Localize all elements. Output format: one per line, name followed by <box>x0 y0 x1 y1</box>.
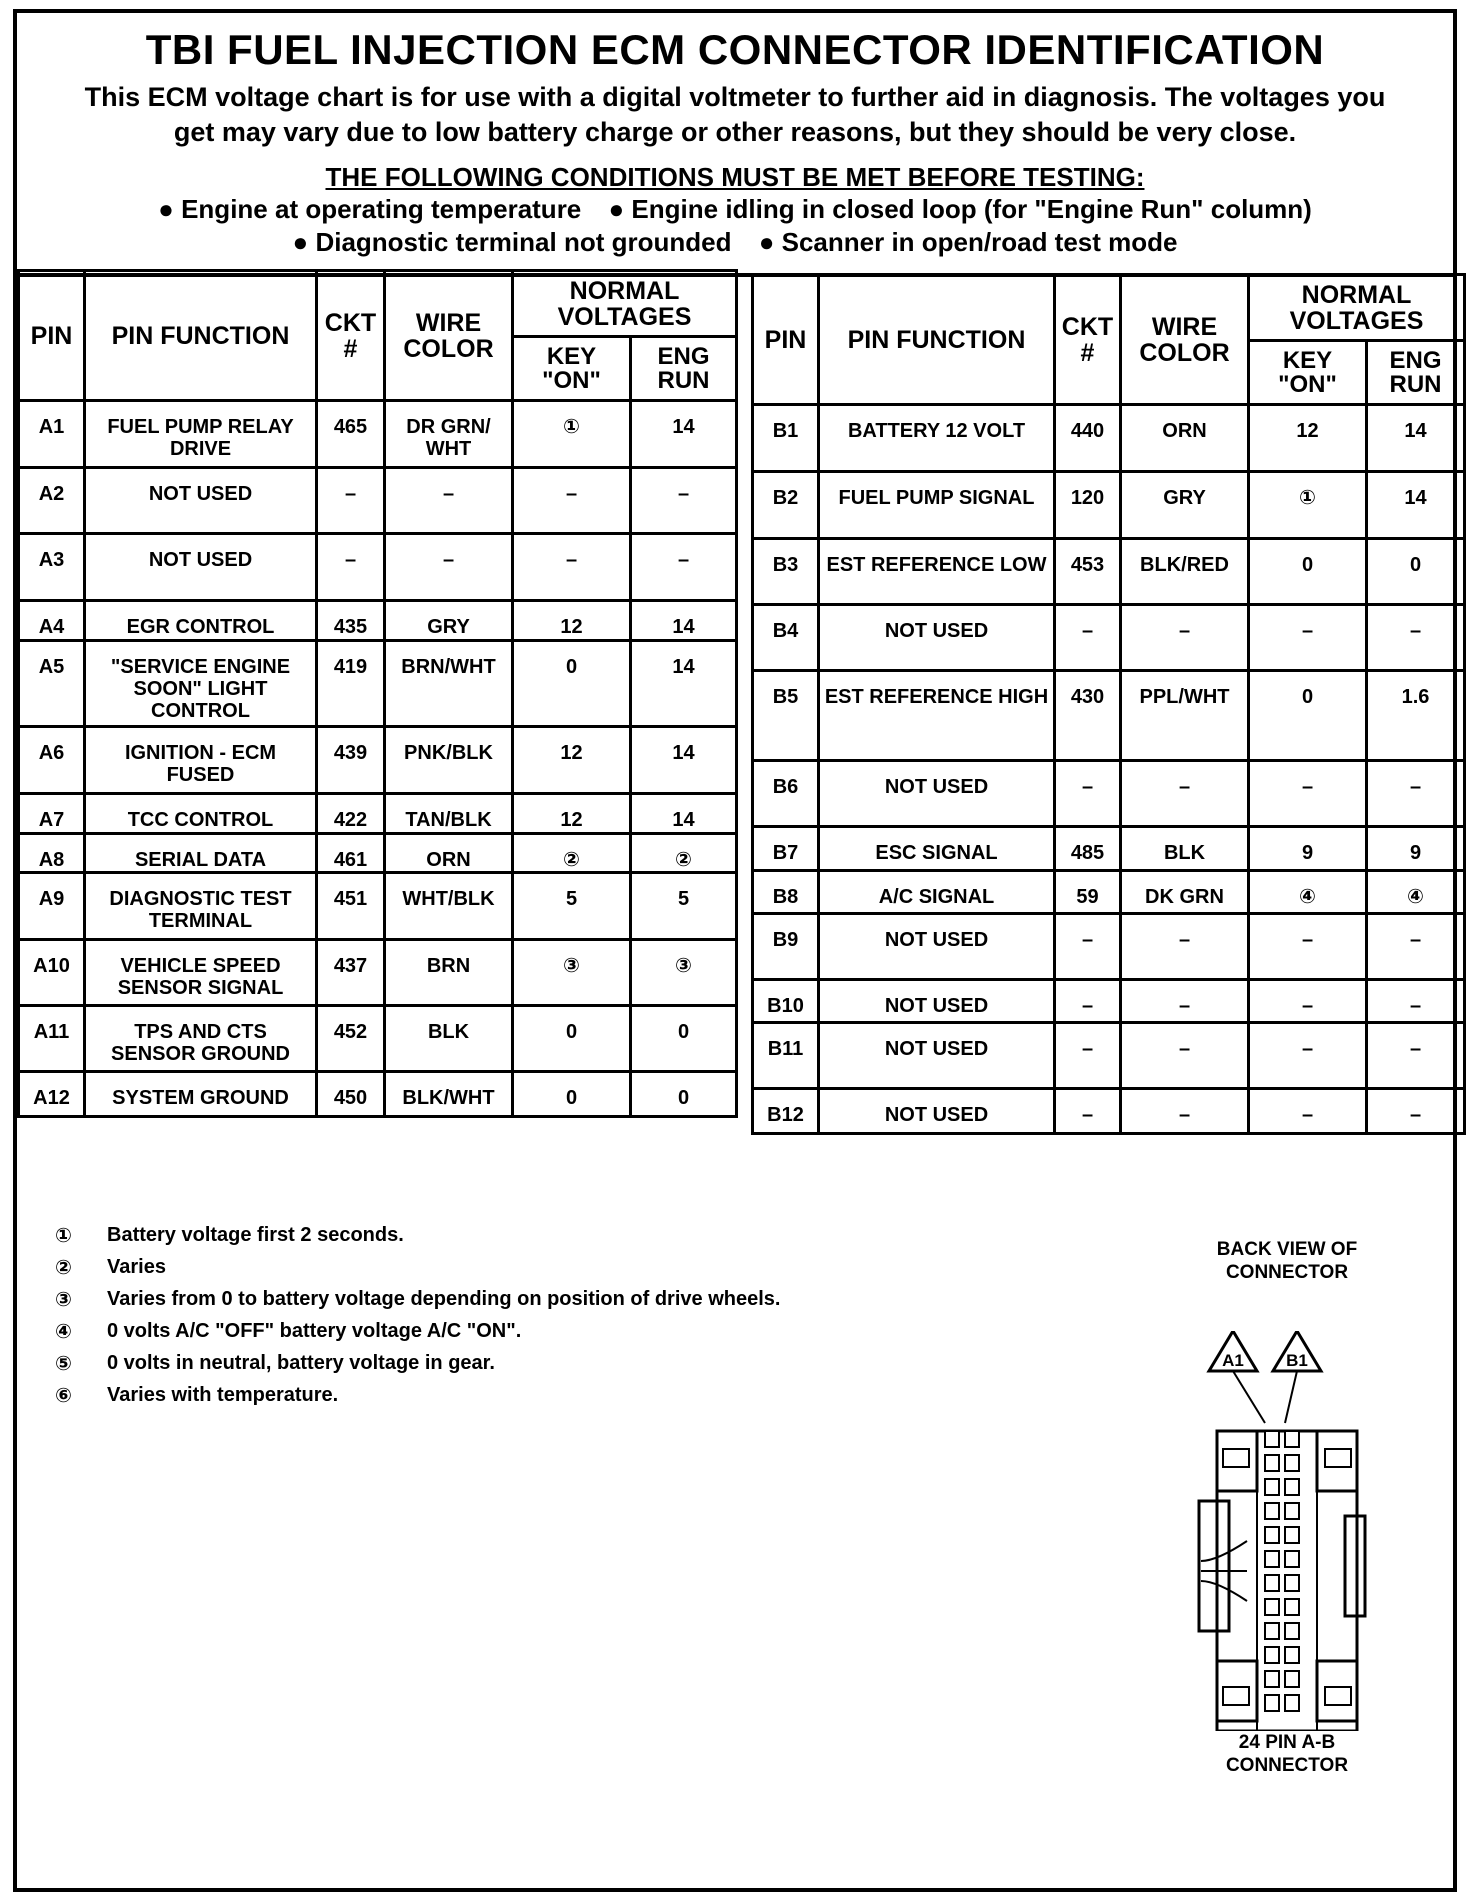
key-on-cell: 12 <box>513 601 631 641</box>
ckt-cell: – <box>1055 980 1121 1023</box>
header-key-on: KEY "ON" <box>513 337 631 401</box>
connector-a1-label-triangle <box>1209 1331 1257 1371</box>
eng-run-cell: 14 <box>1367 472 1465 539</box>
key-on-cell: ① <box>513 401 631 468</box>
table-row <box>753 671 1465 761</box>
wire-color-cell: BRN/WHT <box>385 641 513 727</box>
pin-function-cell: A/C SIGNAL <box>819 871 1055 914</box>
ckt-cell: 120 <box>1055 472 1121 539</box>
pin-cell: A6 <box>19 727 85 794</box>
connector-pin-cavity <box>1285 1695 1299 1711</box>
eng-run-cell: – <box>631 534 737 601</box>
header-normal-voltages: NORMAL VOLTAGES <box>513 271 737 337</box>
eng-run-cell: 14 <box>1367 405 1465 472</box>
connector-pin-cavity <box>1285 1647 1299 1663</box>
pin-cell: B3 <box>753 539 819 605</box>
table-row <box>19 1006 737 1072</box>
pin-function-cell: NOT USED <box>819 605 1055 671</box>
connector-caption: BACK VIEW OF CONNECTOR <box>1216 1239 1358 1283</box>
ckt-cell: 422 <box>317 794 385 834</box>
pin-function-cell: NOT USED <box>819 980 1055 1023</box>
wire-color-cell: BLK/RED <box>1121 539 1249 605</box>
header-pin: PIN <box>19 271 85 401</box>
pin-function-cell: EST REFERENCE LOW <box>819 539 1055 605</box>
pin-function-cell: TCC CONTROL <box>85 794 317 834</box>
key-on-cell: – <box>1249 914 1367 980</box>
footnote-text: Battery voltage first 2 seconds. <box>107 1223 404 1246</box>
footnotes <box>55 1219 780 1411</box>
eng-run-cell: 14 <box>631 727 737 794</box>
pin-function-cell: VEHICLE SPEED SENSOR SIGNAL <box>85 940 317 1006</box>
pin-table-b <box>751 273 1466 1135</box>
ckt-cell: 461 <box>317 834 385 873</box>
key-on-cell: 12 <box>513 727 631 794</box>
footnote-number: ⑥ <box>55 1384 72 1407</box>
pin-cell: B9 <box>753 914 819 980</box>
wire-color-cell: – <box>1121 914 1249 980</box>
footnote-item <box>55 1379 780 1411</box>
footnote-text: Varies with temperature. <box>107 1383 339 1406</box>
wire-color-cell: – <box>1121 605 1249 671</box>
footnote-text: Varies from 0 to battery voltage depending on position of drive wheels. <box>107 1287 781 1310</box>
eng-run-cell: 14 <box>631 641 737 727</box>
ckt-cell: 485 <box>1055 827 1121 871</box>
eng-run-cell: 14 <box>631 401 737 468</box>
pin-function-cell: NOT USED <box>819 761 1055 827</box>
key-on-cell: – <box>1249 1089 1367 1134</box>
pin-cell: B8 <box>753 871 819 914</box>
ckt-cell: 465 <box>317 401 385 468</box>
footnote-text: Varies <box>107 1255 166 1278</box>
table-row <box>19 468 737 534</box>
table-row <box>753 871 1465 914</box>
ckt-cell: – <box>1055 914 1121 980</box>
table-row <box>19 794 737 834</box>
pin-cell: A9 <box>19 873 85 940</box>
table-row <box>753 539 1465 605</box>
header-eng-run: ENG RUN <box>631 337 737 401</box>
wire-color-cell: BLK/WHT <box>385 1072 513 1117</box>
eng-run-cell: – <box>1367 605 1465 671</box>
eng-run-cell: – <box>1367 914 1465 980</box>
footnote-text: 0 volts A/C "OFF" battery voltage A/C "ON". <box>107 1319 522 1342</box>
ckt-cell: – <box>317 534 385 601</box>
ckt-cell: 430 <box>1055 671 1121 761</box>
label-b1: B1 <box>1286 1351 1308 1370</box>
key-on-cell: 0 <box>1249 539 1367 605</box>
pin-function-cell: TPS AND CTS SENSOR GROUND <box>85 1006 317 1072</box>
conditions-line-1 <box>17 193 1453 226</box>
pin-function-cell: DIAGNOSTIC TEST TERMINAL <box>85 873 317 940</box>
connector-pin-cavity <box>1285 1455 1299 1471</box>
connector-pin-cavity <box>1285 1623 1299 1639</box>
connector-diagram <box>1187 1331 1387 1731</box>
key-on-cell: – <box>1249 1023 1367 1089</box>
key-on-cell: ③ <box>513 940 631 1006</box>
pin-cell: B6 <box>753 761 819 827</box>
eng-run-cell: 0 <box>631 1072 737 1117</box>
wire-color-cell: GRY <box>1121 472 1249 539</box>
pin-function-cell: NOT USED <box>85 534 317 601</box>
pin-cell: B5 <box>753 671 819 761</box>
connector-pin-cavity <box>1285 1503 1299 1519</box>
pin-function-cell: FUEL PUMP RELAY DRIVE <box>85 401 317 468</box>
eng-run-cell: – <box>1367 761 1465 827</box>
ckt-cell: – <box>1055 605 1121 671</box>
eng-run-cell: ② <box>631 834 737 873</box>
b1-pointer <box>1285 1371 1297 1423</box>
eng-run-cell: ③ <box>631 940 737 1006</box>
wire-color-cell: DK GRN <box>1121 871 1249 914</box>
key-on-cell: 12 <box>1249 405 1367 472</box>
wire-color-cell: – <box>1121 1023 1249 1089</box>
eng-run-cell: – <box>1367 1089 1465 1134</box>
table-row <box>19 641 737 727</box>
conditions-heading: THE FOLLOWING CONDITIONS MUST BE MET BEFORE TESTING: <box>325 162 1145 192</box>
label-a1: A1 <box>1222 1351 1244 1370</box>
wire-color-cell: BLK <box>385 1006 513 1072</box>
pin-function-cell: NOT USED <box>85 468 317 534</box>
ckt-cell: 451 <box>317 873 385 940</box>
condition-item: ● Engine idling in closed loop (for "Engine Run" column) <box>608 194 1312 224</box>
footnote-number: ⑤ <box>55 1352 72 1375</box>
header-wire-color: WIRE COLOR <box>1121 275 1249 405</box>
wire-color-cell: DR GRN/ WHT <box>385 401 513 468</box>
key-on-cell: ② <box>513 834 631 873</box>
pin-cell: B12 <box>753 1089 819 1134</box>
wire-color-cell: – <box>1121 1089 1249 1134</box>
pin-cell: A4 <box>19 601 85 641</box>
table-row <box>753 980 1465 1023</box>
connector-pin-cavity <box>1265 1455 1279 1471</box>
connector-pin-cavity <box>1265 1551 1279 1567</box>
footnote-text: 0 volts in neutral, battery voltage in gear. <box>107 1351 495 1374</box>
footnote-item <box>55 1347 780 1379</box>
header-ckt: CKT # <box>317 271 385 401</box>
eng-run-cell: 0 <box>1367 539 1465 605</box>
ckt-cell: 439 <box>317 727 385 794</box>
eng-run-cell: – <box>1367 980 1465 1023</box>
connector-pin-cavity <box>1265 1647 1279 1663</box>
wire-color-cell: BRN <box>385 940 513 1006</box>
table-row <box>19 534 737 601</box>
pin-function-cell: SYSTEM GROUND <box>85 1072 317 1117</box>
ckt-cell: 59 <box>1055 871 1121 914</box>
connector-pin-cavity <box>1265 1599 1279 1615</box>
footnote-number: ② <box>55 1256 72 1279</box>
connector-pin-cavity <box>1285 1527 1299 1543</box>
ckt-cell: 450 <box>317 1072 385 1117</box>
ckt-cell: 437 <box>317 940 385 1006</box>
connector-pin-cavity <box>1265 1503 1279 1519</box>
eng-run-cell: – <box>1367 1023 1465 1089</box>
header-normal-voltages: NORMAL VOLTAGES <box>1249 275 1465 341</box>
chart-frame <box>13 9 1457 1892</box>
header-wire-color: WIRE COLOR <box>385 271 513 401</box>
condition-item: ● Scanner in open/road test mode <box>758 227 1178 257</box>
wire-color-cell: WHT/BLK <box>385 873 513 940</box>
eng-run-cell: 14 <box>631 601 737 641</box>
key-on-cell: ① <box>1249 472 1367 539</box>
key-on-cell: 0 <box>513 1072 631 1117</box>
wire-color-cell: – <box>1121 761 1249 827</box>
key-on-cell: 12 <box>513 794 631 834</box>
eng-run-cell: ④ <box>1367 871 1465 914</box>
table-row <box>19 873 737 940</box>
connector-pin-cavity <box>1265 1695 1279 1711</box>
connector-pin-cavity <box>1285 1551 1299 1567</box>
table-row <box>753 1023 1465 1089</box>
connector-pin-cavity <box>1265 1431 1279 1447</box>
pin-function-cell: FUEL PUMP SIGNAL <box>819 472 1055 539</box>
key-on-cell: – <box>513 468 631 534</box>
key-on-cell: 0 <box>1249 671 1367 761</box>
footnote-number: ④ <box>55 1320 72 1343</box>
key-on-cell: 5 <box>513 873 631 940</box>
table-row <box>753 914 1465 980</box>
wire-color-cell: PNK/BLK <box>385 727 513 794</box>
wire-color-cell: GRY <box>385 601 513 641</box>
table-row <box>19 1072 737 1117</box>
ckt-cell: – <box>1055 761 1121 827</box>
connector-footer: 24 PIN A-B CONNECTOR <box>1225 1732 1349 1776</box>
wire-color-cell: TAN/BLK <box>385 794 513 834</box>
pin-function-cell: NOT USED <box>819 914 1055 980</box>
pin-cell: B11 <box>753 1023 819 1089</box>
connector-pin-cavity <box>1265 1671 1279 1687</box>
wire-color-cell: – <box>385 468 513 534</box>
pin-table-a <box>17 269 738 1118</box>
footnote-item <box>55 1219 780 1251</box>
ckt-cell: 452 <box>317 1006 385 1072</box>
table-row <box>753 472 1465 539</box>
connector-body <box>1199 1431 1365 1731</box>
connector-pin-cavity <box>1285 1575 1299 1591</box>
page-title: TBI FUEL INJECTION ECM CONNECTOR IDENTIFICATION <box>145 26 1325 73</box>
pin-cell: A1 <box>19 401 85 468</box>
table-row <box>753 761 1465 827</box>
key-on-cell: – <box>513 534 631 601</box>
condition-item: ● Engine at operating temperature <box>158 194 582 224</box>
intro-text: This ECM voltage chart is for use with a digital voltmeter to further aid in diagnosis. The voltages you get may vary due to low battery charge or other reasons, but they should be very close. <box>84 82 1386 147</box>
wire-color-cell: ORN <box>1121 405 1249 472</box>
header-pin: PIN <box>753 275 819 405</box>
table-row <box>753 827 1465 871</box>
footnote-item <box>55 1283 780 1315</box>
pin-cell: A11 <box>19 1006 85 1072</box>
pin-cell: A5 <box>19 641 85 727</box>
eng-run-cell: 1.6 <box>1367 671 1465 761</box>
pin-function-cell: EST REFERENCE HIGH <box>819 671 1055 761</box>
connector-pin-cavity <box>1265 1527 1279 1543</box>
header-ckt: CKT # <box>1055 275 1121 405</box>
wire-color-cell: BLK <box>1121 827 1249 871</box>
connector-pin-cavity <box>1265 1623 1279 1639</box>
key-on-cell: – <box>1249 980 1367 1023</box>
header-eng-run: ENG RUN <box>1367 341 1465 405</box>
table-row <box>19 401 737 468</box>
table-row <box>19 727 737 794</box>
ckt-cell: 453 <box>1055 539 1121 605</box>
pin-function-cell: NOT USED <box>819 1023 1055 1089</box>
footnote-item <box>55 1251 780 1283</box>
pin-function-cell: IGNITION - ECM FUSED <box>85 727 317 794</box>
table-row <box>19 940 737 1006</box>
wire-color-cell: PPL/WHT <box>1121 671 1249 761</box>
pin-function-cell: SERIAL DATA <box>85 834 317 873</box>
wire-color-cell: – <box>385 534 513 601</box>
pin-function-cell: "SERVICE ENGINE SOON" LIGHT CONTROL <box>85 641 317 727</box>
pin-cell: A10 <box>19 940 85 1006</box>
ckt-cell: 440 <box>1055 405 1121 472</box>
key-on-cell: ④ <box>1249 871 1367 914</box>
key-on-cell: 9 <box>1249 827 1367 871</box>
conditions-line-2 <box>17 226 1453 259</box>
pin-cell: B7 <box>753 827 819 871</box>
connector-pin-cavity <box>1285 1671 1299 1687</box>
ckt-cell: – <box>1055 1023 1121 1089</box>
wire-color-cell: – <box>1121 980 1249 1023</box>
key-on-cell: – <box>1249 761 1367 827</box>
eng-run-cell: – <box>631 468 737 534</box>
footnote-number: ③ <box>55 1288 72 1311</box>
pin-cell: A12 <box>19 1072 85 1117</box>
connector-pin-cavity <box>1265 1575 1279 1591</box>
ckt-cell: 435 <box>317 601 385 641</box>
header-pin-function: PIN FUNCTION <box>819 275 1055 405</box>
header-key-on: KEY "ON" <box>1249 341 1367 405</box>
pin-cell: A2 <box>19 468 85 534</box>
table-row <box>753 405 1465 472</box>
header <box>17 13 1453 277</box>
eng-run-cell: 14 <box>631 794 737 834</box>
condition-item: ● Diagnostic terminal not grounded <box>292 227 732 257</box>
pin-cell: A3 <box>19 534 85 601</box>
header-pin-function: PIN FUNCTION <box>85 271 317 401</box>
pin-function-cell: NOT USED <box>819 1089 1055 1134</box>
pin-function-cell: ESC SIGNAL <box>819 827 1055 871</box>
ckt-cell: 419 <box>317 641 385 727</box>
eng-run-cell: 0 <box>631 1006 737 1072</box>
pin-function-cell: EGR CONTROL <box>85 601 317 641</box>
key-on-cell: – <box>1249 605 1367 671</box>
eng-run-cell: 9 <box>1367 827 1465 871</box>
ckt-cell: – <box>1055 1089 1121 1134</box>
connector-pin-cavity <box>1265 1479 1279 1495</box>
key-on-cell: 0 <box>513 1006 631 1072</box>
pin-cell: B1 <box>753 405 819 472</box>
table-row <box>753 605 1465 671</box>
eng-run-cell: 5 <box>631 873 737 940</box>
pin-cell: B4 <box>753 605 819 671</box>
table-row <box>19 834 737 873</box>
connector-pin-cavity <box>1285 1431 1299 1447</box>
connector-pin-cavity <box>1285 1599 1299 1615</box>
pin-cell: B2 <box>753 472 819 539</box>
table-row <box>753 1089 1465 1134</box>
a1-pointer <box>1233 1371 1265 1423</box>
footnote-number: ① <box>55 1224 72 1247</box>
ckt-cell: – <box>317 468 385 534</box>
pin-cell: A8 <box>19 834 85 873</box>
footnote-item <box>55 1315 780 1347</box>
pin-cell: A7 <box>19 794 85 834</box>
wire-color-cell: ORN <box>385 834 513 873</box>
connector-pin-cavity <box>1285 1479 1299 1495</box>
key-on-cell: 0 <box>513 641 631 727</box>
connector-b1-label-triangle <box>1273 1331 1321 1371</box>
table-row <box>19 601 737 641</box>
pin-function-cell: BATTERY 12 VOLT <box>819 405 1055 472</box>
pin-cell: B10 <box>753 980 819 1023</box>
